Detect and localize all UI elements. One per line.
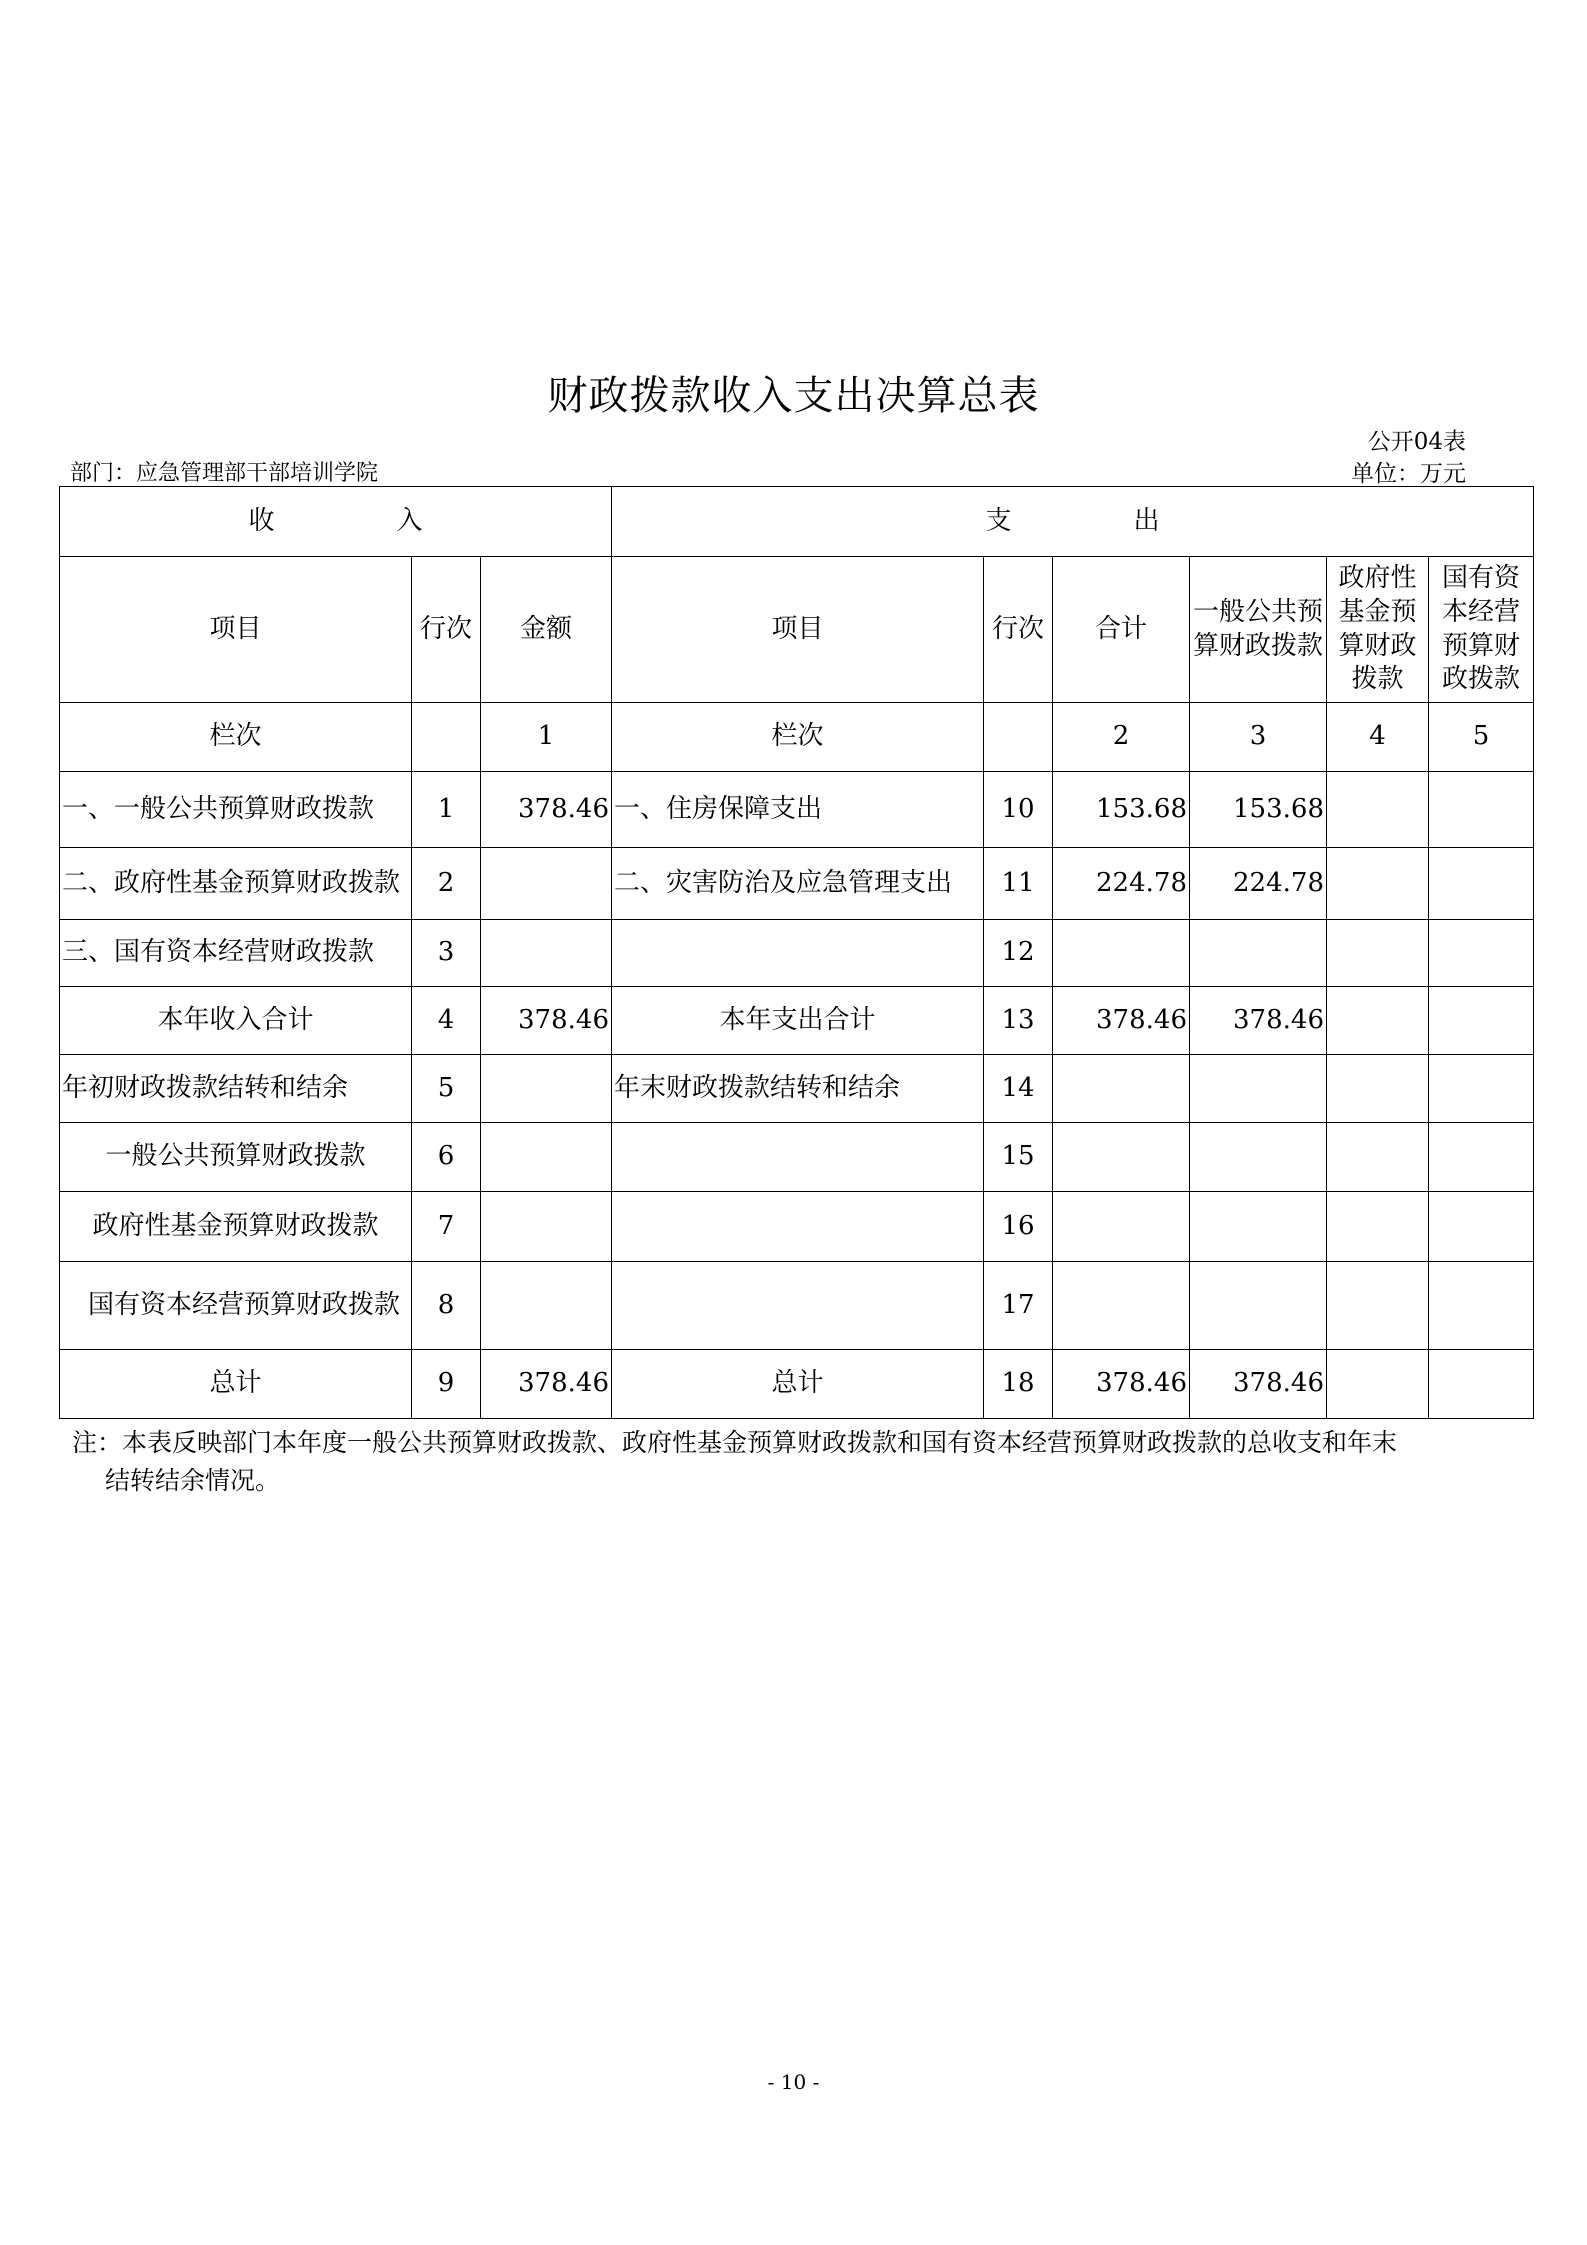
note-line-1: 注：本表反映部门本年度一般公共预算财政拨款、政府性基金预算财政拨款和国有资本经营预算财政拨款的总收支和年末 — [72, 1428, 1398, 1457]
expense-general: 224.78 — [1190, 848, 1327, 920]
column-index-empty — [984, 703, 1053, 772]
expense-gov-fund — [1327, 1350, 1429, 1419]
expense-row-no: 10 — [984, 772, 1053, 848]
column-index-empty — [412, 703, 481, 772]
income-row-no: 4 — [412, 987, 481, 1055]
income-item: 二、政府性基金预算财政拨款 — [60, 848, 412, 920]
table-row — [60, 1055, 1534, 1123]
expense-total — [1053, 1192, 1190, 1262]
col-header-income-item: 项目 — [60, 557, 412, 703]
income-row-no: 3 — [412, 920, 481, 987]
note-line-2: 结转结余情况。 — [105, 1465, 281, 1495]
expense-row-no: 11 — [984, 848, 1053, 920]
expense-row-no: 17 — [984, 1262, 1053, 1350]
income-row-no: 2 — [412, 848, 481, 920]
expense-item — [612, 1123, 984, 1192]
unit-label: 单位：万元 — [1351, 461, 1466, 487]
column-index-label-left: 栏次 — [60, 703, 412, 772]
expense-total — [1053, 1262, 1190, 1350]
expense-row-no: 14 — [984, 1055, 1053, 1123]
expense-state-capital — [1429, 848, 1534, 920]
column-index-5: 5 — [1429, 703, 1534, 772]
income-amount: 378.46 — [481, 772, 612, 848]
expense-general — [1190, 1262, 1327, 1350]
col-header-expense-state-capital: 国有资本经营预算财政拨款 — [1429, 557, 1534, 703]
income-amount — [481, 1123, 612, 1192]
expense-general — [1190, 1192, 1327, 1262]
expense-row-no: 16 — [984, 1192, 1053, 1262]
expense-item: 一、住房保障支出 — [612, 772, 984, 848]
col-header-income-row-no: 行次 — [412, 557, 481, 703]
expense-general — [1190, 1123, 1327, 1192]
income-amount — [481, 1192, 612, 1262]
expense-total — [1053, 920, 1190, 987]
col-header-income-amount: 金额 — [481, 557, 612, 703]
col-header-expense-gov-fund: 政府性基金预算财政拨款 — [1327, 557, 1429, 703]
income-row-no: 7 — [412, 1192, 481, 1262]
expense-general: 378.46 — [1190, 987, 1327, 1055]
expense-row-no: 13 — [984, 987, 1053, 1055]
expense-state-capital — [1429, 1055, 1534, 1123]
expense-total: 378.46 — [1053, 987, 1190, 1055]
expense-item: 总计 — [612, 1350, 984, 1419]
expense-general — [1190, 920, 1327, 987]
income-row-no: 9 — [412, 1350, 481, 1419]
table-note — [72, 1424, 1512, 1499]
expense-section-header: 支 出 — [612, 487, 1534, 557]
table-row — [60, 920, 1534, 987]
expense-gov-fund — [1327, 1123, 1429, 1192]
income-item: 政府性基金预算财政拨款 — [60, 1192, 412, 1262]
expense-state-capital — [1429, 1262, 1534, 1350]
expense-gov-fund — [1327, 772, 1429, 848]
income-item: 年初财政拨款结转和结余 — [60, 1055, 412, 1123]
expense-gov-fund — [1327, 1192, 1429, 1262]
expense-total — [1053, 1123, 1190, 1192]
table-row — [60, 1262, 1534, 1350]
income-amount — [481, 1055, 612, 1123]
income-section-header: 收 入 — [60, 487, 612, 557]
expense-general — [1190, 1055, 1327, 1123]
expense-row-no: 12 — [984, 920, 1053, 987]
income-amount — [481, 920, 612, 987]
column-index-row — [60, 703, 1534, 772]
expense-state-capital — [1429, 1350, 1534, 1419]
column-index-label-right: 栏次 — [612, 703, 984, 772]
expense-general: 153.68 — [1190, 772, 1327, 848]
expense-total: 153.68 — [1053, 772, 1190, 848]
income-item: 国有资本经营预算财政拨款 — [60, 1262, 412, 1350]
expense-total: 378.46 — [1053, 1350, 1190, 1419]
expense-row-no: 18 — [984, 1350, 1053, 1419]
col-header-expense-total: 合计 — [1053, 557, 1190, 703]
expense-item — [612, 1192, 984, 1262]
budget-summary-table — [59, 486, 1534, 1419]
table-row — [60, 1350, 1534, 1419]
expense-item: 二、灾害防治及应急管理支出 — [612, 848, 984, 920]
expense-item — [612, 1262, 984, 1350]
col-header-expense-general: 一般公共预算财政拨款 — [1190, 557, 1327, 703]
section-header-row — [60, 487, 1534, 557]
expense-state-capital — [1429, 1123, 1534, 1192]
expense-row-no: 15 — [984, 1123, 1053, 1192]
income-row-no: 8 — [412, 1262, 481, 1350]
form-number: 公开04表 — [1367, 429, 1466, 455]
income-item: 一、一般公共预算财政拨款 — [60, 772, 412, 848]
page-number: - 10 - — [767, 2070, 820, 2094]
expense-state-capital — [1429, 1192, 1534, 1262]
income-amount: 378.46 — [481, 987, 612, 1055]
column-index-1: 1 — [481, 703, 612, 772]
expense-state-capital — [1429, 772, 1534, 848]
expense-gov-fund — [1327, 1262, 1429, 1350]
col-header-expense-item: 项目 — [612, 557, 984, 703]
table-row — [60, 1123, 1534, 1192]
column-index-3: 3 — [1190, 703, 1327, 772]
column-header-row — [60, 557, 1534, 703]
expense-general: 378.46 — [1190, 1350, 1327, 1419]
table-row — [60, 987, 1534, 1055]
income-item: 总计 — [60, 1350, 412, 1419]
expense-total: 224.78 — [1053, 848, 1190, 920]
income-item: 本年收入合计 — [60, 987, 412, 1055]
expense-gov-fund — [1327, 920, 1429, 987]
page-title: 财政拨款收入支出决算总表 — [547, 373, 1040, 419]
income-amount — [481, 848, 612, 920]
expense-state-capital — [1429, 920, 1534, 987]
table-row — [60, 848, 1534, 920]
expense-item — [612, 920, 984, 987]
column-index-4: 4 — [1327, 703, 1429, 772]
department-label: 部门：应急管理部干部培训学院 — [70, 461, 379, 486]
income-row-no: 6 — [412, 1123, 481, 1192]
expense-item: 年末财政拨款结转和结余 — [612, 1055, 984, 1123]
income-amount: 378.46 — [481, 1350, 612, 1419]
expense-total — [1053, 1055, 1190, 1123]
income-item: 三、国有资本经营财政拨款 — [60, 920, 412, 987]
expense-gov-fund — [1327, 987, 1429, 1055]
expense-gov-fund — [1327, 848, 1429, 920]
income-amount — [481, 1262, 612, 1350]
table-row — [60, 772, 1534, 848]
column-index-2: 2 — [1053, 703, 1190, 772]
col-header-expense-row-no: 行次 — [984, 557, 1053, 703]
table-row — [60, 1192, 1534, 1262]
expense-gov-fund — [1327, 1055, 1429, 1123]
income-row-no: 5 — [412, 1055, 481, 1123]
income-row-no: 1 — [412, 772, 481, 848]
expense-item: 本年支出合计 — [612, 987, 984, 1055]
expense-state-capital — [1429, 987, 1534, 1055]
income-item: 一般公共预算财政拨款 — [60, 1123, 412, 1192]
